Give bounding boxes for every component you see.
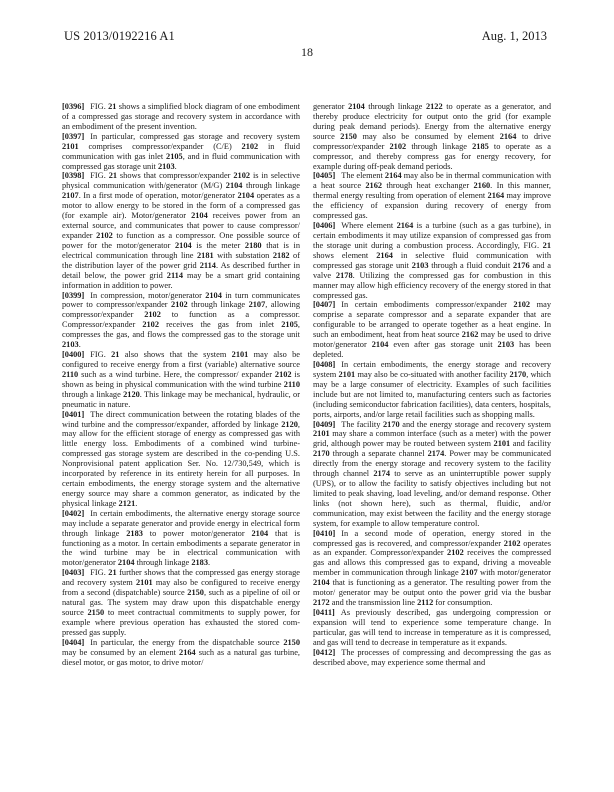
paragraph-text: .: [135, 498, 138, 508]
reference-numeral: 2185: [472, 141, 489, 151]
reference-numeral: 2102: [96, 230, 113, 240]
paragraph-text: FIG.: [90, 350, 112, 360]
reference-numeral: 2114: [166, 270, 184, 280]
reference-numeral: 2178: [335, 270, 353, 280]
paragraph: [313, 171, 551, 221]
reference-numeral: 2110: [283, 379, 300, 389]
paragraph-text: may also be in thermal communication with a heat source: [313, 171, 551, 191]
paragraph-text: The facility: [341, 419, 383, 429]
paragraph-text: through linkage: [242, 181, 301, 191]
paragraph-number: [0405]: [313, 171, 336, 181]
reference-numeral: 2162: [365, 181, 383, 191]
paragraph-text: .: [208, 558, 211, 568]
paragraph-text: through linkage: [364, 102, 426, 111]
paragraph-text: through heat exchanger: [382, 181, 474, 191]
paragraph-text: is in selective physical communication with/generator (M/G): [62, 171, 301, 191]
paragraph-text: FIG.: [90, 568, 109, 578]
paragraph-number: [0399]: [62, 290, 85, 300]
paragraph-text: to meet contractual commitments to supply power, for example where previous operation has exhausted the stored compressed gas supply.: [62, 608, 300, 637]
paragraph-number: [0408]: [313, 359, 336, 369]
paragraph-number: [0411]: [313, 608, 335, 618]
paragraph-text: In certain embodiments, the energy storage and recovery system: [313, 359, 551, 379]
paragraph-text: further shows that the compressed gas energy storage and recovery system: [62, 568, 300, 588]
paragraph-number: [0400]: [62, 350, 85, 360]
reference-numeral: 2183: [126, 528, 143, 538]
reference-numeral: 2107: [461, 568, 478, 578]
reference-numeral: 2102: [241, 141, 259, 151]
paragraph-text: to function as a compressor. One possible source of power for the motor/generator: [62, 230, 300, 250]
paragraph: [62, 102, 300, 132]
paragraph-text: shows a simplified block diagram of one embodiment of a compressed gas storage and recovery system in accordance with an embodiment of the present invention.: [62, 102, 300, 131]
reference-numeral: 2174: [427, 449, 445, 459]
paragraph: [62, 171, 300, 290]
paragraph: [313, 300, 551, 360]
paragraph-text: through linkage: [406, 141, 473, 151]
paragraph-text: , compresses the gas, and flows the compressed gas to the storage unit: [62, 320, 300, 340]
paragraph-text: to function as a compressor. Compressor/expander: [62, 310, 301, 330]
reference-numeral: 21: [108, 102, 117, 111]
reference-numeral: 2102: [144, 310, 161, 320]
paragraph-number: [0410]: [313, 528, 336, 538]
reference-numeral: 2122: [425, 102, 443, 111]
paragraph-text: and the energy storage and recovery system: [399, 419, 551, 429]
reference-numeral: 2102: [447, 548, 464, 558]
paragraph: [313, 221, 551, 300]
paragraph-text: may comprise a separate compressor and a separate expander that are configurable to be arranged to operate together as a heat engine. In such an embodiment, heat from heat source: [313, 300, 552, 340]
paragraph: [62, 509, 300, 569]
reference-numeral: 21: [542, 240, 551, 250]
paragraph-number: [0407]: [313, 300, 336, 310]
paragraph-text: may share a common interface (such as a meter) with the power grid, although power may be routed between system: [313, 429, 551, 449]
page-number: 18: [301, 45, 313, 59]
reference-numeral: 2150: [340, 131, 357, 141]
reference-numeral: 2102: [513, 300, 531, 310]
paragraph-text: may also be co-situated with another facility: [355, 369, 510, 379]
paragraph-text: has been depleted.: [313, 340, 552, 360]
reference-numeral: 2102: [142, 320, 159, 330]
reference-numeral: 2110: [62, 369, 79, 379]
paragraph: [62, 410, 300, 509]
reference-numeral: 2102: [389, 141, 407, 151]
reference-numeral: 2103: [411, 260, 429, 270]
reference-numeral: 2104: [205, 290, 222, 300]
paragraph-text: is a turbine (such as a gas turbine), in certain embodiments it may utilize expansion of compressed gas from the storage unit during a combustion process. Accordingly, FIG.: [313, 221, 551, 250]
paragraph-text: may be used to drive motor/generator: [313, 330, 551, 350]
reference-numeral: 21: [108, 171, 118, 181]
paragraph-text: also shows that the system: [119, 350, 232, 360]
reference-numeral: 2102: [233, 171, 251, 181]
paragraph-text: that is functioning as a generator. The resulting power from the motor/ generator may be output onto the power grid via the busbar: [313, 578, 551, 598]
paragraph: [313, 360, 551, 420]
paragraph-text: may also be configured to receive energy from a first (variable) alternative source: [62, 350, 300, 369]
paragraph: [62, 350, 300, 410]
reference-numeral: 2105: [281, 320, 298, 330]
reference-numeral: 2104: [251, 528, 269, 538]
reference-numeral: 2105: [166, 151, 183, 161]
reference-numeral: 2182: [272, 250, 290, 260]
paragraph-text: operates as an expander. Compressor/expander: [313, 538, 552, 558]
paragraph-text: through linkage: [134, 558, 192, 568]
reference-numeral: 2101: [136, 578, 153, 588]
paragraph-text: . As described further in detail below, the power grid: [62, 260, 300, 280]
paragraph-text: with motor/generator: [477, 568, 551, 578]
paragraph-number: [0406]: [313, 221, 336, 231]
paragraph-text: . In a first mode of operation, motor/generator: [78, 191, 238, 201]
paragraph-text: , which may be a large consumer of electricity. Examples of such facilities include but are not limited to, manufacturing centers such as factories (including semiconductor fabrication facilities), data centers, hospitals, ports, airports, and/or large retail facilities such as shopping malls.: [313, 369, 551, 419]
paragraph-text: is the meter: [191, 240, 245, 250]
reference-numeral: 2104: [237, 191, 255, 201]
reference-numeral: 2160: [473, 181, 491, 191]
reference-numeral: 2174: [373, 469, 390, 479]
paragraph-text: In a second mode of operation, energy stored in the compressed gas is recovered, and compressor/expander: [313, 528, 551, 548]
paragraph: [62, 291, 300, 351]
reference-numeral: 2150: [187, 588, 204, 598]
reference-numeral: 2112: [417, 598, 434, 608]
paragraph-text: FIG.: [90, 102, 109, 111]
paragraph: [313, 102, 551, 171]
reference-numeral: 2102: [274, 369, 292, 379]
paragraph-text: through linkage: [187, 300, 249, 310]
publication-number: US 2013/0192216 A1: [64, 29, 175, 43]
paragraph-text: through a separate channel: [329, 449, 428, 459]
paragraph-text: that is in electrical communication through line: [62, 240, 300, 260]
paragraph-text: to power motor/generator: [142, 528, 252, 538]
paragraph-text: In compression, motor/generator: [90, 290, 206, 300]
reference-numeral: 2170: [313, 449, 330, 459]
paragraph-text: may be a smart grid containing information in addition to power.: [62, 270, 300, 290]
reference-numeral: 21: [111, 350, 120, 360]
paragraph-text: to serve as an uninterruptible power supply (UPS), or to allow the facility to satisfy objectives including but not limited to peak shaving, load leveling, and/or demand response. Other links (not shown here), such as thermal, fluidic, and/or communication, may exist between the facility and the energy storage system, for example to allow temperature control.: [313, 469, 552, 528]
reference-numeral: 2162: [461, 330, 479, 340]
paragraph-text: receives power from an external source, and communicates that power to cause compressor/ expander: [62, 211, 300, 240]
reference-numeral: 2103: [497, 340, 515, 350]
paragraph-text: to operate as a compressor, and thereby compress gas for energy recovery, for example during off-peak demand periods.: [313, 141, 551, 171]
paragraph-text: FIG.: [90, 171, 109, 181]
paragraph-text: The element: [341, 171, 385, 181]
paragraph: [62, 132, 300, 172]
reference-numeral: 21: [108, 568, 117, 578]
reference-numeral: 2181: [196, 250, 214, 260]
paragraph-number: [0398]: [62, 171, 85, 181]
reference-numeral: 2104: [174, 240, 192, 250]
paragraph-text: In certain embodiments, the alternative energy storage source may include a separate generator and provide energy in electrical form through linkage: [62, 508, 300, 538]
reference-numeral: 2104: [225, 181, 243, 191]
paragraph-text: shows that compressor/expander: [117, 171, 234, 181]
paragraph-text: . Utilizing the compressed gas for combustion in this manner may allow high efficiency recovery of the energy stored in that compressed gas.: [313, 270, 552, 300]
reference-numeral: 2121: [118, 498, 136, 508]
reference-numeral: 2164: [499, 131, 517, 141]
paragraph-number: [0401]: [62, 409, 85, 419]
paragraph-text: and the transmission line: [329, 598, 418, 608]
reference-numeral: 2104: [191, 211, 208, 221]
reference-numeral: 2101: [313, 429, 330, 439]
paragraph-number: [0409]: [313, 419, 336, 429]
paragraph-text: through a linkage: [62, 389, 124, 399]
reference-numeral: 2102: [503, 538, 521, 548]
paragraph: [313, 648, 551, 668]
right-column: [313, 102, 551, 668]
paragraph: [313, 420, 551, 529]
publication-date: Aug. 1, 2013: [481, 29, 547, 43]
paragraph-number: [0402]: [62, 508, 85, 518]
reference-numeral: 2164: [179, 647, 196, 657]
paragraph-text: to drive compressor/expander: [313, 131, 551, 151]
reference-numeral: 2164: [396, 221, 414, 231]
paragraph-text: .: [78, 340, 81, 350]
reference-numeral: 2170: [509, 369, 527, 379]
reference-numeral: 2114: [199, 260, 216, 270]
paragraph-text: through a fluid conduit: [428, 260, 513, 270]
reference-numeral: 2101: [62, 141, 79, 151]
paragraph-text: In particular, the energy from the dispatchable source: [90, 637, 284, 647]
paragraph-text: . This linkage may be mechanical, hydraulic, or pneumatic in nature.: [62, 389, 300, 409]
reference-numeral: 2150: [87, 608, 105, 618]
reference-numeral: 2103: [157, 161, 175, 171]
paragraph-text: , and in fluid communication with compressed gas storage unit: [62, 151, 300, 171]
paragraph-text: .: [174, 161, 177, 171]
paragraph: [62, 568, 300, 637]
paragraph-text: may also be consumed by element: [356, 131, 500, 141]
reference-numeral: 2101: [493, 439, 511, 449]
paragraph-text: The processes of compressing and decompressing the gas as described above, may experience some thermal and: [313, 647, 551, 667]
paragraph-text: , such as a pipeline of oil or natural gas. The system may draw upon this dispatchable energy source: [62, 588, 300, 618]
reference-numeral: 2101: [338, 369, 356, 379]
paragraph-text: generator: [313, 102, 349, 111]
reference-numeral: 2150: [283, 637, 300, 647]
reference-numeral: 2164: [487, 191, 505, 201]
paragraph-text: shows element: [313, 250, 377, 260]
paragraph-text: operates as a motor to allow energy to be stored in the form of a compressed gas (for example air). Motor/generator: [62, 191, 300, 221]
paragraph-text: for consumption.: [433, 598, 493, 608]
reference-numeral: 2103: [62, 340, 79, 350]
paragraph-text: In particular, compressed gas storage and recovery system: [90, 131, 300, 141]
paragraph-number: [0404]: [62, 637, 85, 647]
paragraph-text: is shown as being in physical communication with the wind turbine: [62, 369, 300, 389]
paragraph: [62, 638, 300, 668]
paragraph-text: may be consumed by an element: [62, 647, 180, 657]
paragraph-text: . In this manner, thermal energy resulting from operation of element: [313, 181, 552, 201]
reference-numeral: 2183: [191, 558, 208, 568]
reference-numeral: 2107: [62, 191, 79, 201]
paragraph-text: receives the compressed gas and allows this compressed gas to expand, driving a moveable member in communication through linkage: [313, 548, 551, 578]
paragraph-number: [0396]: [62, 102, 85, 111]
paragraph-text: , allowing compressor/expander: [62, 300, 300, 320]
paragraph-text: in fluid communication with gas inlet: [62, 141, 300, 161]
reference-numeral: 2164: [376, 250, 393, 260]
paragraph-text: The direct communication between the rotating blades of the wind turbine and the compressor/expander, afforded by linkage: [62, 409, 300, 429]
paragraph: [313, 529, 551, 608]
paragraph-text: and a valve: [313, 260, 551, 280]
reference-numeral: 2104: [371, 340, 389, 350]
reference-numeral: 2164: [384, 171, 402, 181]
paragraph-text: in turn communicates power to compressor/expander: [62, 290, 300, 310]
paragraph-text: , may allow for the efficient storage of energy as compressed gas with little energy loss. Embodiments of a combined wind turbine-compressed gas storage system are described in the co-pending U.S. Nonprovisional patent application Ser. No. 12/730,549, which is incorporated by reference in its entirety herein for all purposes. In certain embodiments, the energy storage system and the alternative energy source may share a common generator, as indicated by the physical linkage: [62, 419, 300, 508]
reference-numeral: 2104: [117, 558, 135, 568]
reference-numeral: 2170: [383, 419, 400, 429]
paragraph-text: comprises compressor/expander (C/E): [78, 141, 242, 151]
paragraph-text: may also be configured to receive energy from a second (dispatchable) source: [62, 578, 300, 598]
reference-numeral: 2101: [231, 350, 249, 360]
paragraph-text: of the distribution layer of the power grid: [62, 250, 300, 270]
paragraph-text: such as a wind turbine. Here, the compressor/ expander: [78, 369, 275, 379]
reference-numeral: 2104: [348, 102, 365, 111]
paragraph: [313, 608, 551, 648]
reference-numeral: 2102: [171, 300, 188, 310]
left-column: [62, 102, 300, 668]
paragraph-text: to operate as a generator, and thereby produce electricity for output onto the grid (for example during peak demand periods). Energy from the alternative energy source: [313, 102, 551, 141]
reference-numeral: 2180: [244, 240, 262, 250]
reference-numeral: 2176: [512, 260, 530, 270]
reference-numeral: 2120: [281, 419, 298, 429]
paragraph-text: with substation: [213, 250, 273, 260]
paragraph-text: in selective fluid communication with compressed gas storage unit: [313, 250, 551, 270]
reference-numeral: 2120: [123, 389, 140, 399]
paragraph-text: receives the gas from inlet: [159, 320, 282, 330]
reference-numeral: 2104: [313, 578, 330, 588]
paragraph-number: [0412]: [313, 647, 336, 657]
paragraph-number: [0403]: [62, 568, 85, 578]
paragraph-text: such as a natural gas turbine, diesel motor, or gas motor, to drive motor/: [62, 647, 300, 667]
paragraph-text: Where element: [341, 221, 397, 231]
paragraph-text: and facility: [510, 439, 551, 449]
paragraph-text: even after gas storage unit: [388, 340, 498, 350]
paragraph-text: may improve the efficiency of expansion during recovery of energy from compressed gas.: [313, 191, 552, 221]
paragraph-text: . Power may be communicated directly from the energy storage and recovery system to the facility through channel: [313, 449, 551, 479]
paragraph-number: [0397]: [62, 131, 85, 141]
reference-numeral: 2172: [313, 598, 330, 608]
paragraph-text: As previously described, gas undergoing compression or expansion will tend to experience some temperature change. In particular, gas will tend to increase in temperature as it is compressed, and gas will tend to decrease in temperature as it expands.: [313, 608, 551, 647]
paragraph-text: that is functioning as a motor. In certain embodiments a separate generator in the wind turbine may be in electrical communication with motor/generator: [62, 528, 300, 568]
reference-numeral: 2107: [248, 300, 266, 310]
paragraph-text: In certain embodiments compressor/expander: [341, 300, 514, 310]
